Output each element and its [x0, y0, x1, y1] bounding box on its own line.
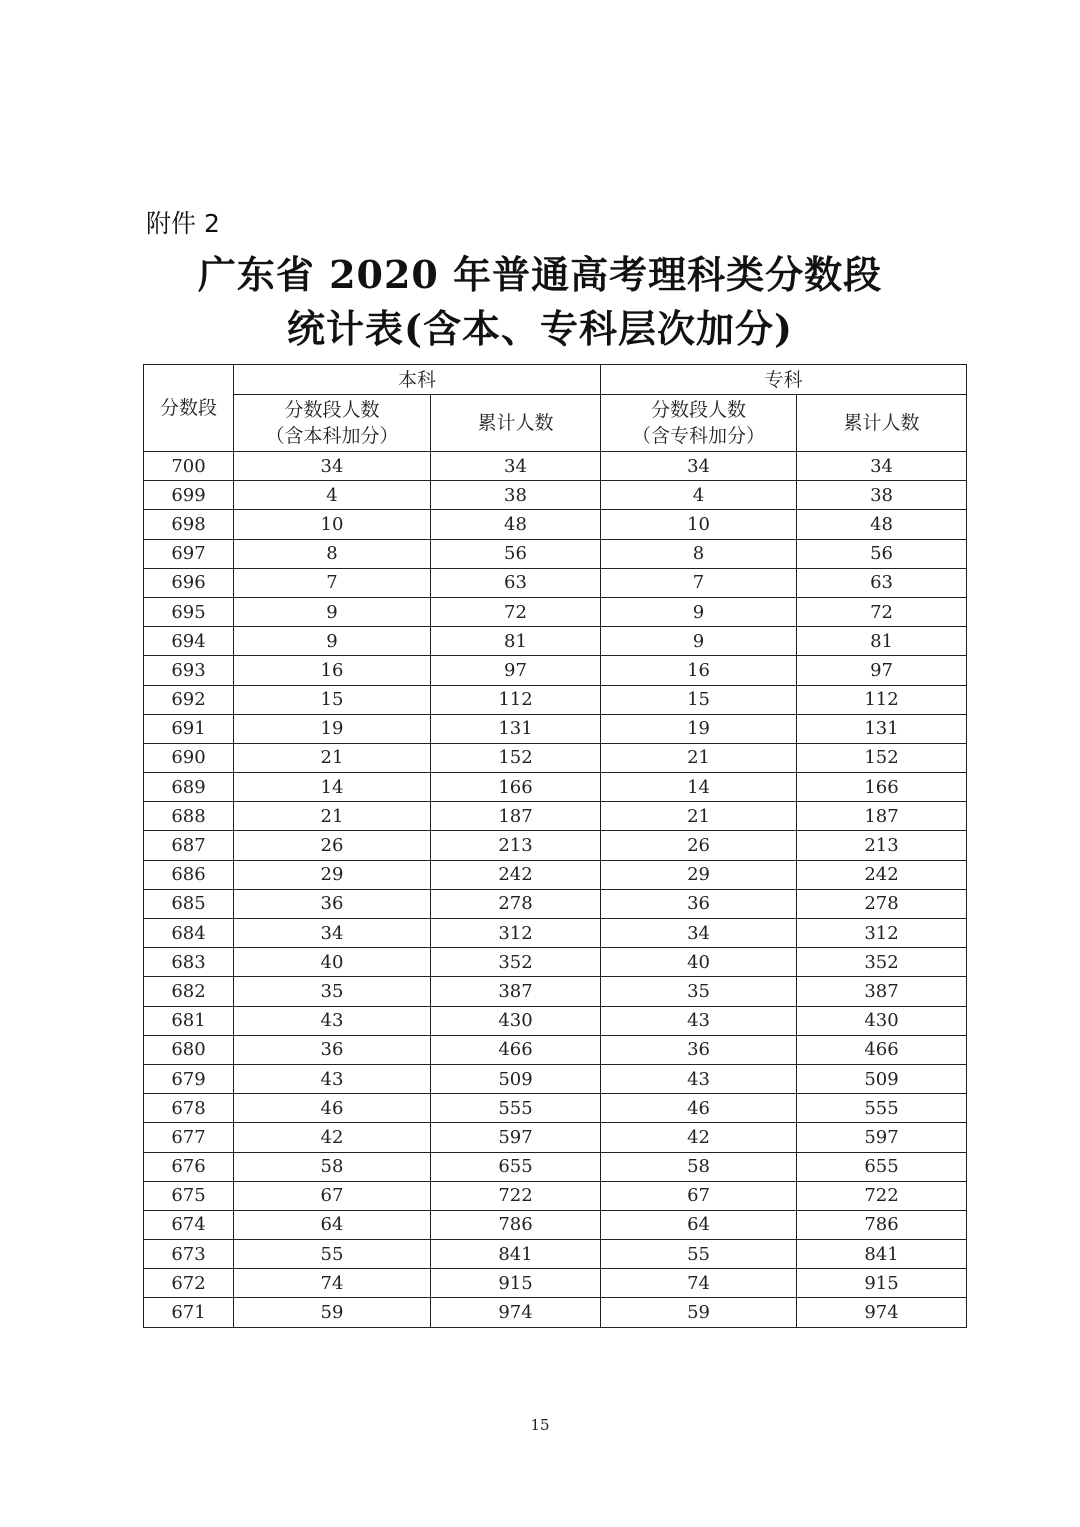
page-number: 15: [530, 1416, 550, 1434]
cell-zhuanke-cumulative: 278: [797, 889, 967, 918]
cell-benke-cumulative: 974: [431, 1298, 601, 1327]
header-zhuanke-count-line2: （含专科加分）: [632, 425, 766, 447]
table-row: [144, 1064, 967, 1093]
table-row: [144, 1181, 967, 1210]
cell-score: 676: [144, 1152, 234, 1181]
cell-zhuanke-cumulative: 387: [797, 977, 967, 1006]
cell-score: 697: [144, 539, 234, 568]
cell-benke-count: 16: [234, 656, 431, 685]
cell-zhuanke-cumulative: 38: [797, 481, 967, 510]
cell-benke-cumulative: 597: [431, 1123, 601, 1152]
cell-zhuanke-count: 29: [601, 860, 797, 889]
cell-score: 692: [144, 685, 234, 714]
cell-zhuanke-cumulative: 97: [797, 656, 967, 685]
cell-zhuanke-cumulative: 81: [797, 627, 967, 656]
cell-zhuanke-count: 19: [601, 714, 797, 743]
cell-zhuanke-count: 64: [601, 1210, 797, 1239]
cell-zhuanke-cumulative: 841: [797, 1240, 967, 1269]
cell-score: 689: [144, 773, 234, 802]
cell-benke-cumulative: 655: [431, 1152, 601, 1181]
cell-score: 683: [144, 948, 234, 977]
cell-score: 693: [144, 656, 234, 685]
cell-score: 674: [144, 1210, 234, 1239]
cell-benke-cumulative: 387: [431, 977, 601, 1006]
table-row: [144, 714, 967, 743]
cell-benke-count: 14: [234, 773, 431, 802]
table-row: [144, 1152, 967, 1181]
cell-benke-cumulative: 555: [431, 1094, 601, 1123]
table-row: [144, 627, 967, 656]
cell-zhuanke-count: 34: [601, 919, 797, 948]
cell-zhuanke-count: 10: [601, 510, 797, 539]
header-zhuanke-cumulative: 累计人数: [797, 395, 967, 452]
cell-benke-count: 19: [234, 714, 431, 743]
header-benke-count-line1: 分数段人数: [284, 399, 380, 421]
cell-benke-cumulative: 166: [431, 773, 601, 802]
table-row: [144, 597, 967, 626]
cell-zhuanke-count: 35: [601, 977, 797, 1006]
cell-zhuanke-count: 21: [601, 802, 797, 831]
cell-zhuanke-cumulative: 152: [797, 743, 967, 772]
cell-score: 687: [144, 831, 234, 860]
cell-score: 680: [144, 1035, 234, 1064]
cell-benke-count: 74: [234, 1269, 431, 1298]
cell-zhuanke-cumulative: 56: [797, 539, 967, 568]
cell-zhuanke-cumulative: 72: [797, 597, 967, 626]
cell-zhuanke-cumulative: 166: [797, 773, 967, 802]
cell-zhuanke-count: 7: [601, 568, 797, 597]
cell-score: 671: [144, 1298, 234, 1327]
table-row: [144, 831, 967, 860]
cell-zhuanke-count: 15: [601, 685, 797, 714]
cell-zhuanke-count: 4: [601, 481, 797, 510]
cell-benke-count: 43: [234, 1006, 431, 1035]
cell-zhuanke-count: 34: [601, 452, 797, 481]
cell-zhuanke-count: 42: [601, 1123, 797, 1152]
table-row: [144, 802, 967, 831]
table-row: [144, 539, 967, 568]
table-row: [144, 1298, 967, 1327]
cell-benke-cumulative: 56: [431, 539, 601, 568]
cell-benke-cumulative: 278: [431, 889, 601, 918]
cell-score: 677: [144, 1123, 234, 1152]
cell-zhuanke-count: 74: [601, 1269, 797, 1298]
cell-benke-cumulative: 72: [431, 597, 601, 626]
cell-benke-count: 26: [234, 831, 431, 860]
cell-zhuanke-count: 26: [601, 831, 797, 860]
cell-zhuanke-count: 9: [601, 627, 797, 656]
cell-zhuanke-count: 9: [601, 597, 797, 626]
cell-zhuanke-cumulative: 187: [797, 802, 967, 831]
table-row: [144, 1210, 967, 1239]
table-row: [144, 743, 967, 772]
cell-benke-cumulative: 152: [431, 743, 601, 772]
cell-benke-count: 55: [234, 1240, 431, 1269]
attachment-label: 附件 2: [146, 209, 220, 238]
cell-score: 679: [144, 1064, 234, 1093]
header-benke-cumulative: 累计人数: [431, 395, 601, 452]
cell-benke-cumulative: 722: [431, 1181, 601, 1210]
cell-score: 682: [144, 977, 234, 1006]
cell-benke-count: 34: [234, 452, 431, 481]
cell-benke-count: 21: [234, 743, 431, 772]
cell-benke-count: 29: [234, 860, 431, 889]
cell-zhuanke-cumulative: 974: [797, 1298, 967, 1327]
cell-benke-cumulative: 213: [431, 831, 601, 860]
cell-score: 685: [144, 889, 234, 918]
cell-score: 699: [144, 481, 234, 510]
cell-zhuanke-cumulative: 430: [797, 1006, 967, 1035]
cell-benke-count: 36: [234, 889, 431, 918]
cell-score: 694: [144, 627, 234, 656]
cell-zhuanke-count: 14: [601, 773, 797, 802]
header-score-range: 分数段: [144, 365, 234, 452]
cell-zhuanke-cumulative: 63: [797, 568, 967, 597]
table-row: [144, 1269, 967, 1298]
cell-score: 681: [144, 1006, 234, 1035]
cell-zhuanke-count: 16: [601, 656, 797, 685]
cell-zhuanke-cumulative: 509: [797, 1064, 967, 1093]
table-row: [144, 568, 967, 597]
cell-benke-count: 43: [234, 1064, 431, 1093]
cell-benke-count: 7: [234, 568, 431, 597]
cell-zhuanke-cumulative: 655: [797, 1152, 967, 1181]
document-title-line-2: 统计表(含本、专科层次加分): [287, 306, 793, 351]
cell-benke-cumulative: 97: [431, 656, 601, 685]
table-row: [144, 948, 967, 977]
cell-benke-count: 42: [234, 1123, 431, 1152]
cell-benke-count: 9: [234, 597, 431, 626]
cell-benke-cumulative: 34: [431, 452, 601, 481]
cell-zhuanke-count: 55: [601, 1240, 797, 1269]
cell-zhuanke-count: 67: [601, 1181, 797, 1210]
cell-benke-cumulative: 131: [431, 714, 601, 743]
cell-zhuanke-cumulative: 786: [797, 1210, 967, 1239]
cell-score: 673: [144, 1240, 234, 1269]
cell-zhuanke-cumulative: 213: [797, 831, 967, 860]
cell-score: 672: [144, 1269, 234, 1298]
cell-benke-count: 34: [234, 919, 431, 948]
cell-zhuanke-cumulative: 312: [797, 919, 967, 948]
cell-benke-count: 67: [234, 1181, 431, 1210]
cell-benke-count: 15: [234, 685, 431, 714]
table-row: [144, 656, 967, 685]
table-row: [144, 1006, 967, 1035]
table-row: [144, 510, 967, 539]
header-benke-count: [234, 395, 431, 452]
table-row: [144, 1123, 967, 1152]
cell-benke-cumulative: 38: [431, 481, 601, 510]
cell-zhuanke-cumulative: 352: [797, 948, 967, 977]
table-row: [144, 1240, 967, 1269]
cell-benke-cumulative: 112: [431, 685, 601, 714]
cell-benke-cumulative: 430: [431, 1006, 601, 1035]
table-row: [144, 452, 967, 481]
cell-benke-cumulative: 466: [431, 1035, 601, 1064]
table-row: [144, 1094, 967, 1123]
table-row: [144, 685, 967, 714]
cell-score: 684: [144, 919, 234, 948]
cell-zhuanke-count: 59: [601, 1298, 797, 1327]
cell-benke-cumulative: 915: [431, 1269, 601, 1298]
cell-benke-count: 21: [234, 802, 431, 831]
cell-score: 678: [144, 1094, 234, 1123]
cell-zhuanke-cumulative: 597: [797, 1123, 967, 1152]
cell-benke-count: 4: [234, 481, 431, 510]
cell-score: 700: [144, 452, 234, 481]
cell-score: 675: [144, 1181, 234, 1210]
cell-benke-count: 64: [234, 1210, 431, 1239]
document-title-line-1: 广东省 2020 年普通高考理科类分数段: [197, 252, 883, 297]
cell-benke-cumulative: 63: [431, 568, 601, 597]
cell-benke-cumulative: 242: [431, 860, 601, 889]
cell-benke-cumulative: 81: [431, 627, 601, 656]
cell-benke-cumulative: 312: [431, 919, 601, 948]
cell-zhuanke-cumulative: 242: [797, 860, 967, 889]
cell-benke-count: 40: [234, 948, 431, 977]
cell-zhuanke-count: 8: [601, 539, 797, 568]
table-row: [144, 919, 967, 948]
cell-benke-count: 58: [234, 1152, 431, 1181]
cell-zhuanke-cumulative: 131: [797, 714, 967, 743]
cell-zhuanke-cumulative: 112: [797, 685, 967, 714]
table-row: [144, 481, 967, 510]
cell-benke-count: 35: [234, 977, 431, 1006]
cell-zhuanke-count: 21: [601, 743, 797, 772]
cell-score: 690: [144, 743, 234, 772]
cell-benke-cumulative: 187: [431, 802, 601, 831]
score-distribution-table: [143, 364, 967, 1328]
cell-score: 698: [144, 510, 234, 539]
cell-benke-cumulative: 509: [431, 1064, 601, 1093]
cell-benke-cumulative: 786: [431, 1210, 601, 1239]
cell-zhuanke-count: 40: [601, 948, 797, 977]
table-body: [144, 452, 967, 1328]
cell-score: 691: [144, 714, 234, 743]
table-row: [144, 773, 967, 802]
table-row: [144, 860, 967, 889]
table-row: [144, 889, 967, 918]
cell-benke-count: 10: [234, 510, 431, 539]
cell-benke-cumulative: 352: [431, 948, 601, 977]
cell-score: 688: [144, 802, 234, 831]
cell-score: 695: [144, 597, 234, 626]
cell-zhuanke-count: 36: [601, 889, 797, 918]
cell-benke-count: 9: [234, 627, 431, 656]
header-group-zhuanke: 专科: [601, 365, 967, 395]
cell-benke-count: 46: [234, 1094, 431, 1123]
cell-benke-cumulative: 48: [431, 510, 601, 539]
header-group-benke: 本科: [234, 365, 601, 395]
cell-benke-count: 8: [234, 539, 431, 568]
cell-zhuanke-count: 43: [601, 1006, 797, 1035]
table-row: [144, 1035, 967, 1064]
header-benke-count-line2: （含本科加分）: [265, 425, 399, 447]
cell-zhuanke-cumulative: 466: [797, 1035, 967, 1064]
cell-benke-count: 59: [234, 1298, 431, 1327]
cell-zhuanke-cumulative: 34: [797, 452, 967, 481]
cell-benke-count: 36: [234, 1035, 431, 1064]
cell-zhuanke-cumulative: 915: [797, 1269, 967, 1298]
cell-zhuanke-cumulative: 48: [797, 510, 967, 539]
header-zhuanke-count: [601, 395, 797, 452]
cell-zhuanke-count: 58: [601, 1152, 797, 1181]
cell-zhuanke-count: 36: [601, 1035, 797, 1064]
table-row: [144, 977, 967, 1006]
header-zhuanke-count-line1: 分数段人数: [651, 399, 747, 421]
cell-zhuanke-cumulative: 555: [797, 1094, 967, 1123]
cell-zhuanke-cumulative: 722: [797, 1181, 967, 1210]
cell-benke-cumulative: 841: [431, 1240, 601, 1269]
cell-zhuanke-count: 43: [601, 1064, 797, 1093]
cell-score: 686: [144, 860, 234, 889]
cell-zhuanke-count: 46: [601, 1094, 797, 1123]
cell-score: 696: [144, 568, 234, 597]
